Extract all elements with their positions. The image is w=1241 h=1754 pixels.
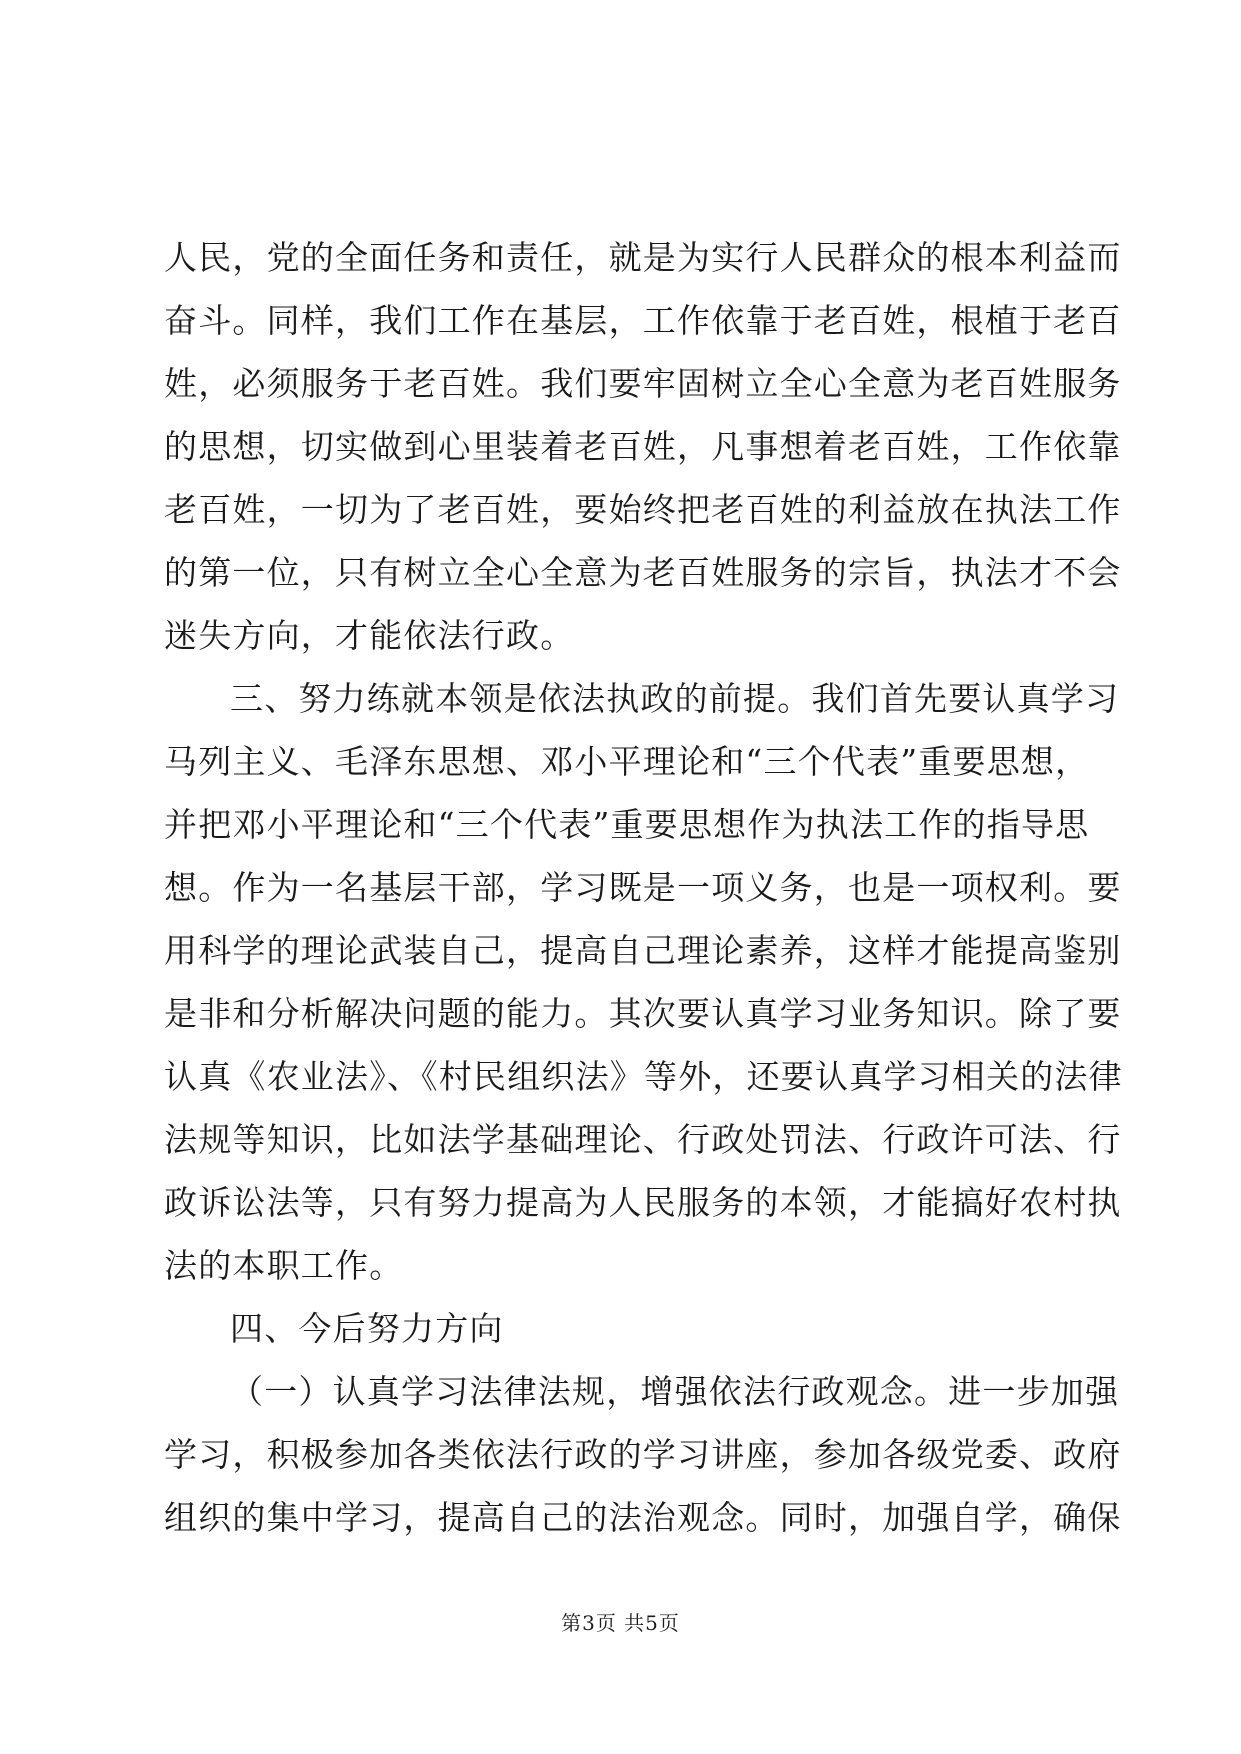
section-four-heading: 四、今后努力方向 [230,1309,504,1348]
body-line: 迷失方向，才能依法行政。 [164,616,575,655]
body-line: 人民，党的全面任务和责任，就是为实行人民群众的根本利益而 [164,238,1122,277]
body-line: 马列主义、毛泽东思想、邓小平理论和“三个代表”重要思想， [164,742,1090,781]
body-line: 法的本职工作。 [164,1246,404,1285]
body-line: 法规等知识，比如法学基础理论、行政处罚法、行政许可法、行 [164,1120,1122,1159]
body-line: 的第一位，只有树立全心全意为老百姓服务的宗旨，执法才不会 [164,553,1122,592]
body-line: 用科学的理论武装自己，提高自己理论素养，这样才能提高鉴别 [164,931,1122,970]
page-number-footer: 第3页 共5页 [561,1611,680,1635]
body-line: 认真《农业法》、《村民组织法》等外，还要认真学习相关的法律 [164,1057,1123,1096]
body-line: 是非和分析解决问题的能力。其次要认真学习业务知识。除了要 [164,994,1122,1033]
body-line: 政诉讼法等，只有努力提高为人民服务的本领，才能搞好农村执 [164,1183,1122,1222]
body-line: 学习，积极参加各类依法行政的学习讲座，参加各级党委、政府 [164,1435,1122,1474]
body-line: 老百姓，一切为了老百姓，要始终把老百姓的利益放在执法工作 [164,490,1122,529]
document-body [164,226,1123,1549]
body-line: 组织的集中学习，提高自己的法治观念。同时，加强自学，确保 [164,1498,1122,1537]
body-line: 的思想，切实做到心里装着老百姓，凡事想着老百姓，工作依靠 [164,427,1122,466]
section-three-first-line: 三、努力练就本领是依法执政的前提。我们首先要认真学习 [230,679,1120,718]
body-line: 奋斗。同样，我们工作在基层，工作依靠于老百姓，根植于老百 [164,301,1122,340]
body-line: 想。作为一名基层干部，学习既是一项义务，也是一项权利。要 [164,868,1122,907]
body-line: 并把邓小平理论和“三个代表”重要思想作为执法工作的指导思 [164,805,1090,844]
subsection-one-first-line: （一）认真学习法律法规，增强依法行政观念。进一步加强 [230,1372,1120,1411]
body-line: 姓，必须服务于老百姓。我们要牢固树立全心全意为老百姓服务 [164,364,1122,403]
